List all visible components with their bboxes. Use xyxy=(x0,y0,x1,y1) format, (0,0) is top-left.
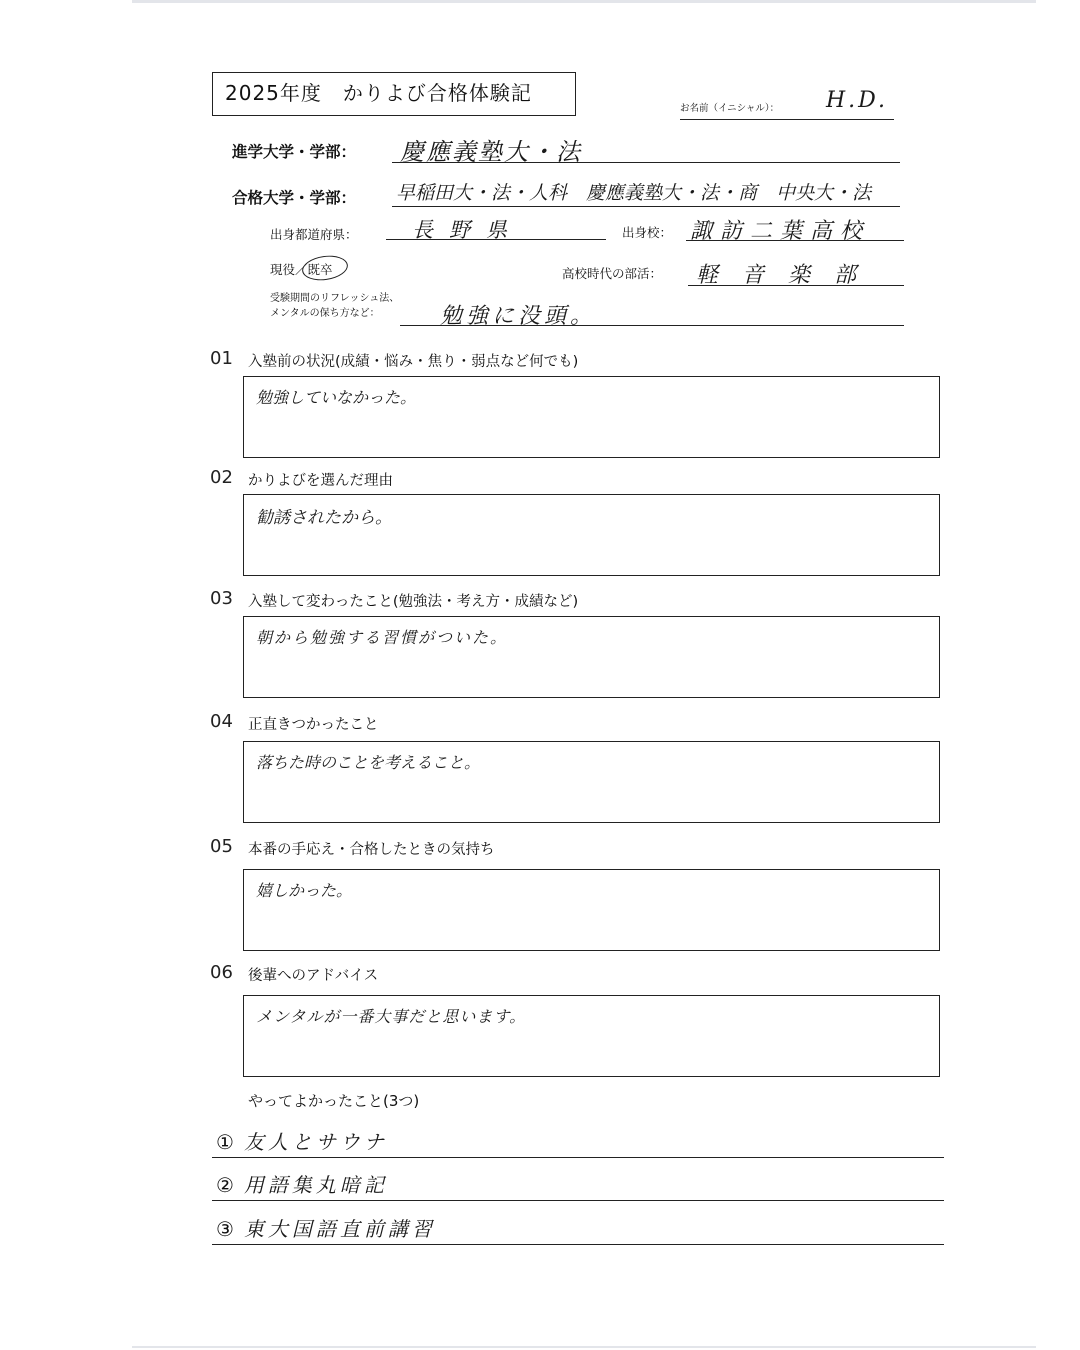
question-number: 03 xyxy=(210,588,233,609)
university-value: 慶應義塾大・法 xyxy=(400,138,582,166)
good-thing-item xyxy=(216,1126,388,1155)
good-thing-number: ① xyxy=(216,1130,234,1154)
good-thing-text: 用語集丸暗記 xyxy=(243,1173,388,1197)
question-number: 06 xyxy=(210,962,233,983)
question-title: 入塾前の状況(成績・悩み・焦り・弱点など何でも) xyxy=(248,354,579,370)
prefecture-value: 長野県 xyxy=(412,218,523,242)
answer-box xyxy=(243,376,940,458)
question-title: 本番の手応え・合格したときの気持ち xyxy=(248,842,495,858)
passed-underline xyxy=(392,206,900,207)
good-thing-text: 東大国語直前講習 xyxy=(243,1217,436,1241)
prefecture-label: 出身都道府県： xyxy=(270,227,358,242)
school-value: 諏訪二葉高校 xyxy=(690,219,871,244)
name-underline xyxy=(680,119,894,120)
question-title: かりよびを選んだ理由 xyxy=(248,473,393,489)
refresh-label-1: 受験期間のリフレッシュ法、 xyxy=(270,293,400,304)
page-top-edge xyxy=(132,0,1036,3)
question-title: 正直きつかったこと xyxy=(248,717,379,733)
question-number: 02 xyxy=(210,467,233,488)
passed-value: 早稲田大・法・人科 慶應義塾大・法・商 中央大・法 xyxy=(396,182,872,204)
university-label: 進学大学・学部： xyxy=(232,143,357,161)
status-label: 現役／既卒 xyxy=(270,262,333,277)
school-underline xyxy=(686,240,904,241)
good-things-heading: やってよかったこと(3つ) xyxy=(248,1092,420,1110)
answer-text: メンタルが一番大事だと思います。 xyxy=(256,1007,527,1026)
club-underline xyxy=(688,285,904,286)
good-thing-item xyxy=(216,1169,388,1198)
answer-box xyxy=(243,616,940,698)
question-title: 後輩へのアドバイス xyxy=(248,968,379,984)
graduate-circle-mark xyxy=(301,253,350,283)
answer-text: 勉強していなかった。 xyxy=(256,388,417,407)
question-number: 04 xyxy=(210,711,233,732)
answer-box xyxy=(243,741,940,823)
prefecture-underline xyxy=(386,239,606,240)
answer-text: 勧誘されたから。 xyxy=(256,508,392,528)
question-number: 01 xyxy=(210,348,233,369)
page-bottom-edge xyxy=(132,1346,1036,1348)
name-value: H.D. xyxy=(826,88,889,113)
answer-box xyxy=(243,494,940,576)
refresh-underline xyxy=(400,325,904,326)
good-thing-number: ② xyxy=(216,1173,234,1197)
refresh-label-2: メンタルの保ち方など： xyxy=(270,308,380,319)
club-label: 高校時代の部活： xyxy=(562,266,663,281)
good-thing-item xyxy=(216,1213,436,1242)
university-underline xyxy=(392,162,900,163)
answer-text: 嬉しかった。 xyxy=(256,881,353,900)
school-label: 出身校： xyxy=(622,225,673,240)
good-thing-number: ③ xyxy=(216,1217,234,1241)
answer-box xyxy=(243,869,940,951)
answer-box xyxy=(243,995,940,1077)
question-title: 入塾して変わったこと(勉強法・考え方・成績など) xyxy=(248,594,579,610)
answer-text: 朝から勉強する習慣がついた。 xyxy=(256,628,509,647)
form-title: 2025年度 かりよび合格体験記 xyxy=(212,72,576,116)
answer-text: 落ちた時のことを考えること。 xyxy=(256,753,481,772)
club-value: 軽音楽部 xyxy=(696,263,881,288)
question-number: 05 xyxy=(210,836,233,857)
passed-label: 合格大学・学部： xyxy=(232,189,357,207)
refresh-value: 勉強に没頭。 xyxy=(440,304,597,329)
good-thing-text: 友人とサウナ xyxy=(243,1130,388,1154)
good-thing-underline xyxy=(212,1244,944,1245)
good-thing-underline xyxy=(212,1157,944,1158)
name-label: お名前（イニシャル）： xyxy=(680,103,780,114)
good-thing-underline xyxy=(212,1200,944,1201)
